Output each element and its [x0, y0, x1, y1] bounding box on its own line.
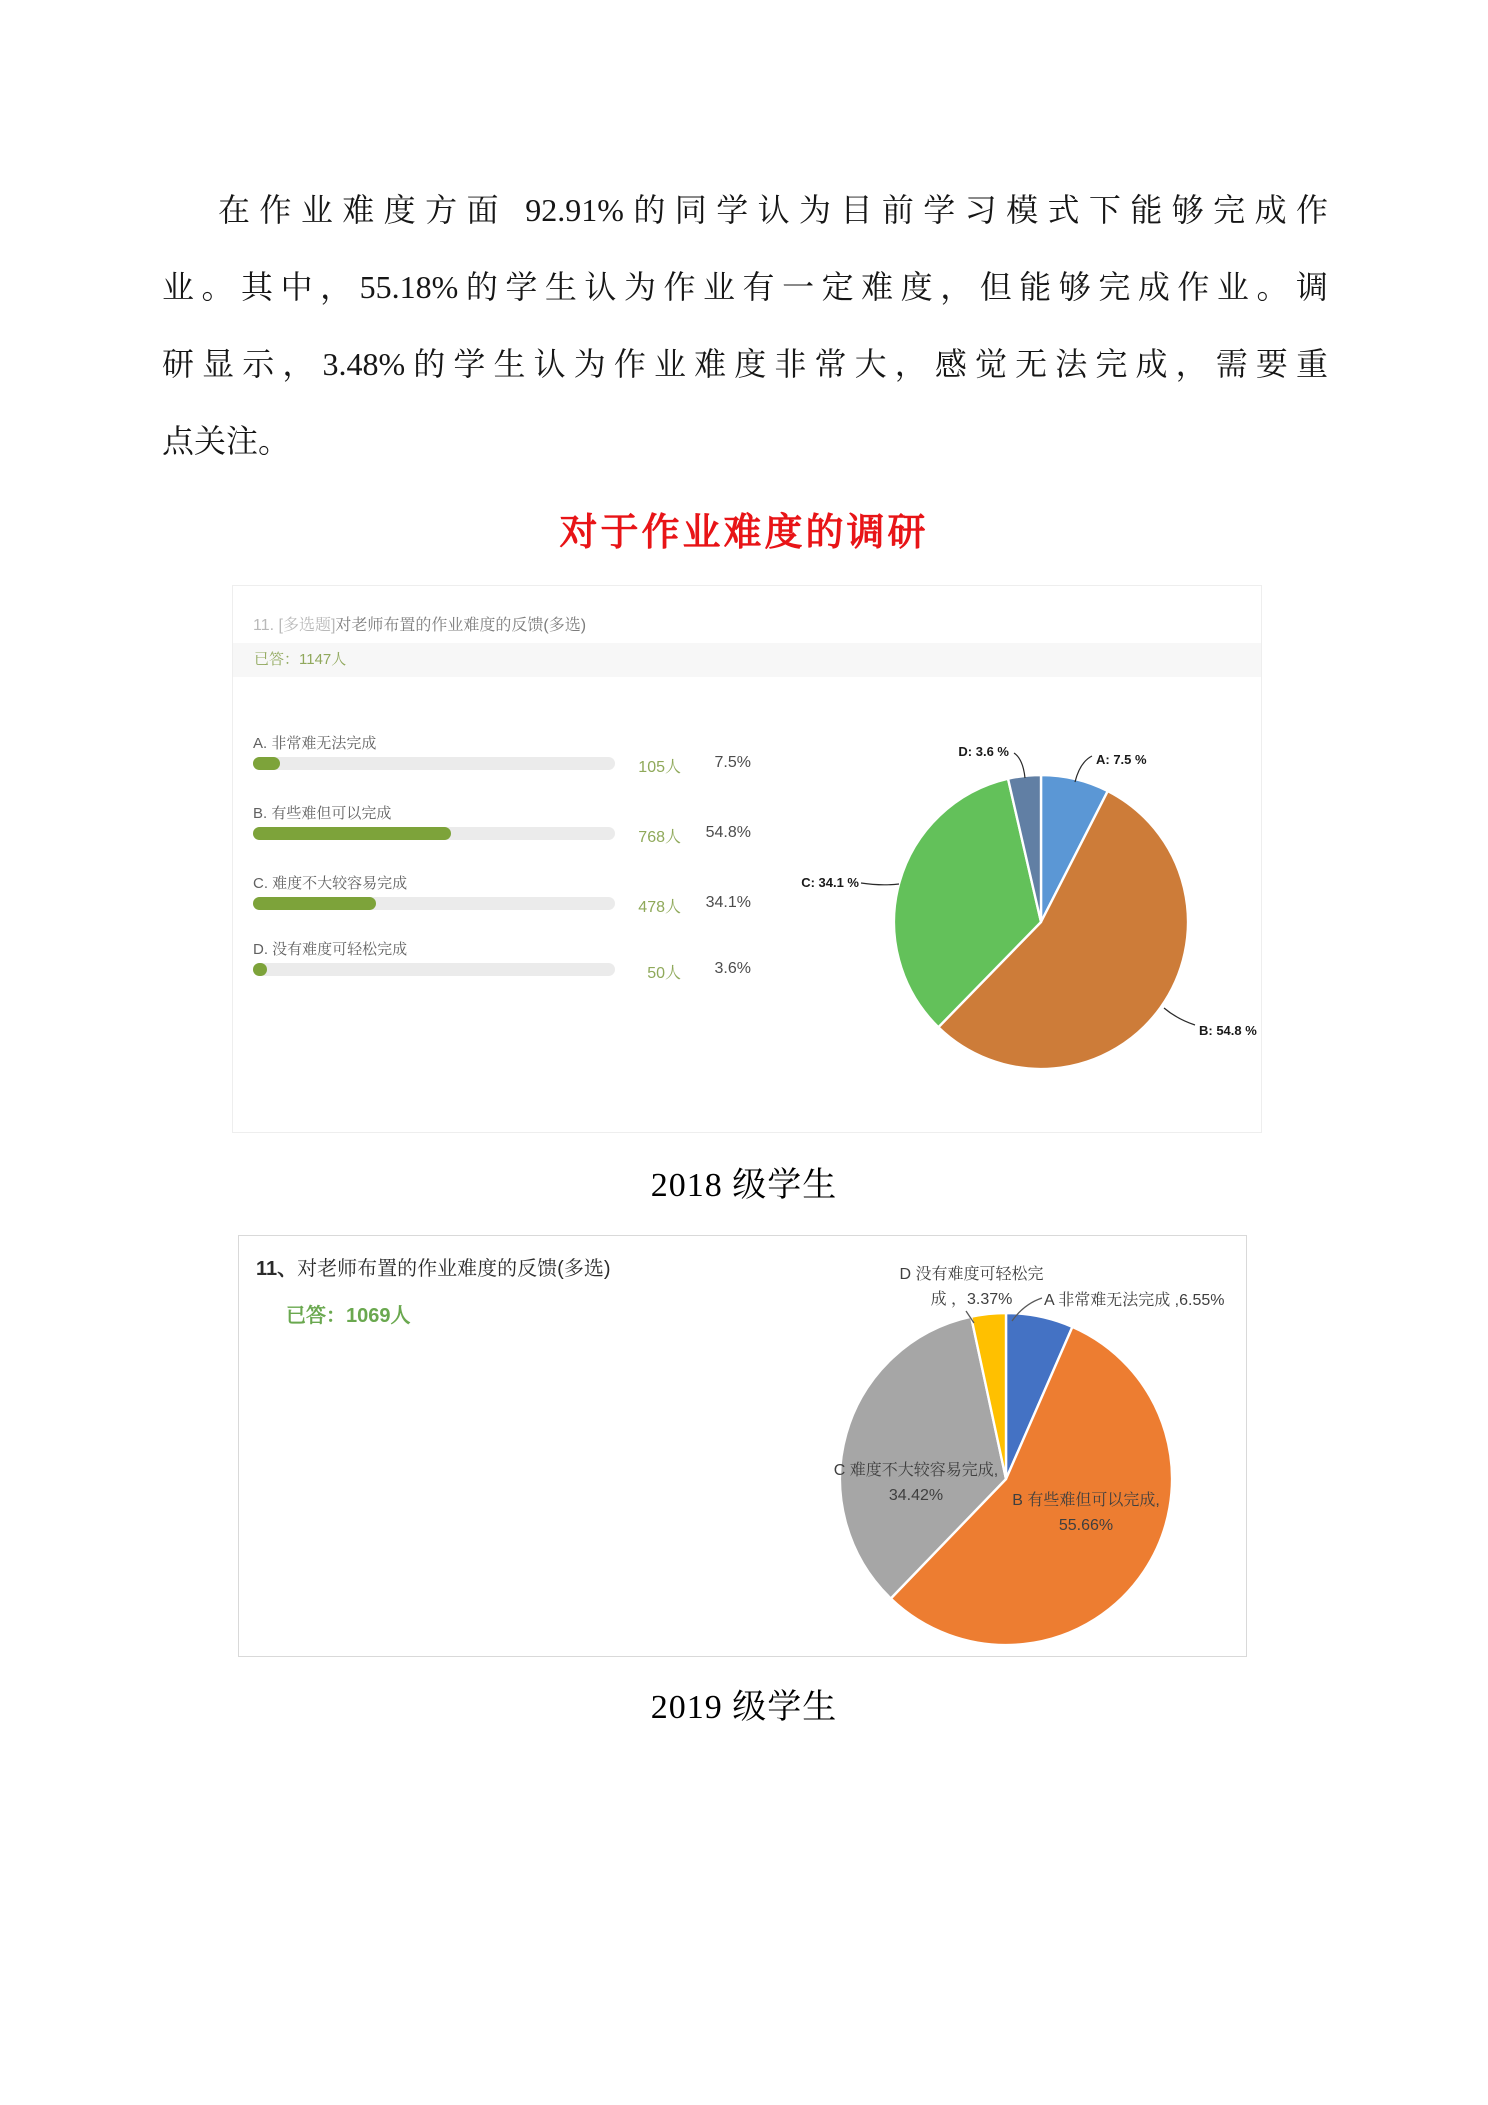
survey-question	[253, 612, 586, 635]
option-bar-fill	[253, 757, 280, 770]
pie-label-c: C: 34.1 %	[801, 875, 859, 890]
option-row	[253, 802, 783, 862]
option-bar-fill	[253, 963, 267, 976]
option-percent: 7.5%	[714, 754, 751, 771]
option-label: B. 有些难但可以完成	[253, 805, 392, 822]
body-paragraph	[162, 172, 1328, 480]
option-bar-track	[253, 757, 615, 770]
option-row	[253, 872, 783, 932]
option-percent: 3.6%	[714, 960, 751, 977]
pie-label-b: B: 54.8 %	[1199, 1023, 1257, 1038]
survey-question	[256, 1252, 610, 1281]
option-bar-track	[253, 827, 615, 840]
question-number: 11. [多选题]	[253, 617, 336, 634]
option-percent: 54.8%	[705, 824, 751, 841]
option-percent: 34.1%	[705, 894, 751, 911]
option-row	[253, 938, 783, 998]
answered-count: 已答：1069人	[286, 1305, 411, 1327]
survey-2018-panel	[232, 585, 1262, 1133]
pie-chart-2018	[833, 726, 1263, 1126]
question-text: 对老师布置的作业难度的反馈(多选)	[335, 617, 587, 634]
option-row	[253, 732, 783, 792]
pie-label-a: A: 7.5 %	[1096, 752, 1147, 767]
pie-label-c: C 难度不大较容易完成, 34.42%	[833, 1462, 999, 1504]
option-count: 478人	[638, 899, 681, 916]
option-label: D. 没有难度可轻松完成	[253, 941, 408, 958]
pie-label-d: D: 3.6 %	[958, 744, 1009, 759]
leader-line-c	[861, 883, 899, 885]
paragraph-line: 业。其中，55.18%的学生认为作业有一定难度，但能够完成作业。调	[162, 269, 1328, 305]
leader-line-d	[1014, 753, 1025, 778]
option-bar-track	[253, 963, 615, 976]
answered-count: 已答：1147人	[254, 651, 347, 668]
option-label: C. 难度不大较容易完成	[253, 875, 408, 892]
answered-count-bar	[233, 643, 1261, 677]
paragraph-line: 在作业难度方面 92.91%的同学认为目前学习模式下能够完成作	[218, 192, 1328, 228]
caption-2018: 2018 级学生	[650, 1167, 838, 1204]
option-bar-track	[253, 897, 615, 910]
pie-label-d: D 没有难度可轻松完 成 ，3.37%	[899, 1266, 1044, 1308]
option-count: 50人	[647, 965, 681, 982]
caption-2019: 2019 级学生	[650, 1689, 838, 1726]
leader-line-b	[1164, 1008, 1195, 1025]
pie-label-b: B 有些难但可以完成, 55.66%	[1012, 1492, 1160, 1534]
option-label: A. 非常难无法完成	[253, 735, 377, 752]
pie-2018-slices	[894, 775, 1188, 1069]
question-text: 对老师布置的作业难度的反馈(多选)	[297, 1258, 611, 1280]
option-bar-fill	[253, 897, 376, 910]
paragraph-line: 点关注。	[162, 423, 291, 459]
paragraph-line: 研显示，3.48%的学生认为作业难度非常大，感觉无法完成，需要重	[162, 346, 1328, 382]
pie-label-a: A 非常难无法完成 ,6.55%	[1044, 1292, 1225, 1309]
survey-2019-panel	[238, 1235, 1247, 1657]
leader-line-a	[1075, 756, 1092, 782]
option-count: 768人	[638, 829, 681, 846]
option-count: 105人	[638, 759, 681, 776]
option-bar-fill	[253, 827, 451, 840]
question-number: 11、	[256, 1258, 298, 1280]
section-heading: 对于作业难度的调研	[559, 512, 929, 554]
